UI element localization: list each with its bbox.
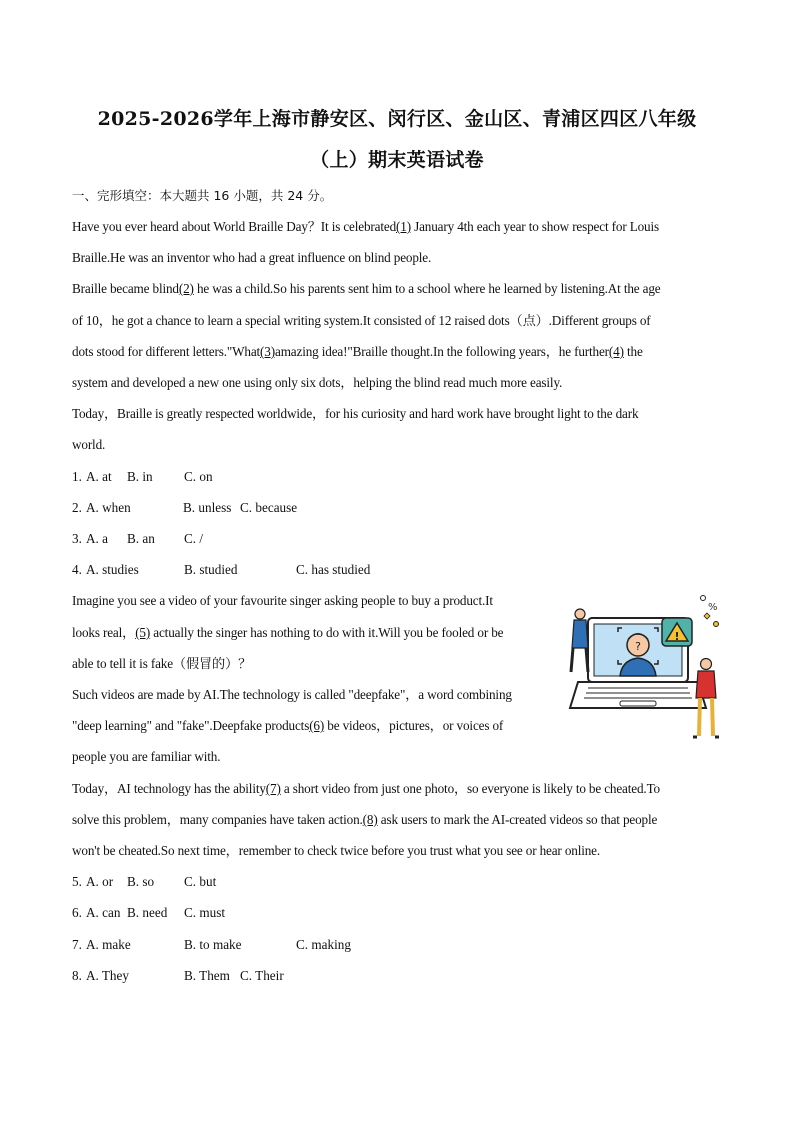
option-a[interactable]: A. or <box>86 874 114 889</box>
svg-text:!: ! <box>674 630 680 643</box>
option-b[interactable]: B. studied <box>184 562 238 577</box>
question-number: 6. <box>72 905 82 920</box>
option-c[interactable]: C. must <box>184 905 226 920</box>
option-c[interactable]: C. but <box>184 874 217 889</box>
passage2-line: looks real，(5) actually the singer has nothing to do with it.Will you be fooled or be <box>72 625 504 640</box>
option-a[interactable]: A. when <box>86 500 131 515</box>
option-b[interactable]: B. need <box>127 905 168 920</box>
question-mark-icon: ? <box>635 640 641 653</box>
blank-8: (8) <box>362 812 378 827</box>
question-number: 7. <box>72 937 82 952</box>
sparkle-icon: % <box>708 602 718 613</box>
exam-title-line2: （上）期末英语试卷 <box>310 149 484 171</box>
blank-7: (7) <box>265 781 281 796</box>
sparkle-icon <box>704 613 710 619</box>
option-a[interactable]: A. at <box>86 469 112 484</box>
blank-2: (2) <box>178 281 194 296</box>
blank-4: (4) <box>608 344 624 359</box>
passage1-line: world. <box>72 437 106 452</box>
touchpad <box>620 701 656 706</box>
option-a[interactable]: A. They <box>86 968 129 983</box>
option-c[interactable]: C. Their <box>240 968 284 983</box>
passage2-line: "deep learning" and "fake".Deepfake products(6) be videos，pictures，or voices of <box>72 718 504 733</box>
option-b[interactable]: B. in <box>127 469 153 484</box>
passage1-line: dots stood for different letters."What(3)amazing idea!"Braille thought.In the following years，he further(4) the <box>72 344 643 359</box>
passage1-line: Braille.He was an inventor who had a great influence on blind people. <box>72 250 432 265</box>
exam-title-line1: 2025-2026学年上海市静安区、闵行区、金山区、青浦区四区八年级 <box>97 108 697 130</box>
option-a[interactable]: A. a <box>86 531 108 546</box>
blank-1: (1) <box>396 219 411 234</box>
person-left-body <box>572 620 588 648</box>
option-c[interactable]: C. has studied <box>296 562 371 577</box>
blank-5: (5) <box>135 625 151 640</box>
question-number: 5. <box>72 874 82 889</box>
section-heading: 一、完形填空：本大题共 16 小题，共 24 分。 <box>72 188 333 203</box>
dot-icon <box>701 596 706 601</box>
passage1-line: Have you ever heard about World Braille Day？It is celebrated(1) January 4th each year to show respect for Louis <box>72 219 659 234</box>
blank-6: (6) <box>309 718 325 733</box>
passage2-line: solve this problem，many companies have taken action.(8) ask users to mark the AI-created videos so that people <box>72 812 658 827</box>
passage2-line: Such videos are made by AI.The technology is called "deepfake"，a word combining <box>72 687 512 702</box>
question-number: 3. <box>72 531 82 546</box>
option-b[interactable]: B. so <box>127 874 155 889</box>
passage2-line: Today，AI technology has the ability(7) a short video from just one photo，so everyone is likely to be cheated.To <box>72 781 660 796</box>
option-a[interactable]: A. studies <box>86 562 139 577</box>
person-left-head <box>575 609 585 619</box>
question-number: 2. <box>72 500 82 515</box>
option-b[interactable]: B. an <box>127 531 155 546</box>
deepfake-illustration <box>566 590 726 742</box>
option-c[interactable]: C. because <box>240 500 298 515</box>
passage1-line: Braille became blind(2) he was a child.So his parents sent him to a school where he learned by listening.At the age <box>72 281 661 296</box>
option-c[interactable]: C. making <box>296 937 351 952</box>
person-left-legs <box>571 648 588 672</box>
option-b[interactable]: B. unless <box>183 500 232 515</box>
option-c[interactable]: C. / <box>184 531 204 546</box>
question-number: 1. <box>72 469 82 484</box>
option-b[interactable]: B. to make <box>184 937 242 952</box>
question-number: 8. <box>72 968 82 983</box>
passage2-line: won't be cheated.So next time，remember to check twice before you trust what you see or hear online. <box>72 843 601 858</box>
person-right-legs <box>699 698 713 736</box>
option-a[interactable]: A. can <box>86 905 121 920</box>
passage1-line: Today，Braille is greatly respected worldwide，for his curiosity and hard work have brought light to the dark <box>72 406 639 421</box>
option-b[interactable]: B. Them <box>184 968 230 983</box>
person-right-head <box>701 659 712 670</box>
passage1-line: system and developed a new one using only six dots，helping the blind read much more easily. <box>72 375 563 390</box>
dot-icon <box>714 622 719 627</box>
option-c[interactable]: C. on <box>184 469 213 484</box>
passage2-line: able to tell it is fake（假冒的）？ <box>72 656 252 671</box>
passage2-line: people you are familiar with. <box>72 749 221 764</box>
passage2-line: Imagine you see a video of your favourite singer asking people to buy a product.It <box>72 593 493 608</box>
passage1-line: of 10，he got a chance to learn a special writing system.It consisted of 12 raised dots（点）.Different groups of <box>72 313 651 328</box>
option-a[interactable]: A. make <box>86 937 131 952</box>
question-number: 4. <box>72 562 82 577</box>
blank-3: (3) <box>260 344 275 359</box>
person-right-body <box>696 671 716 698</box>
